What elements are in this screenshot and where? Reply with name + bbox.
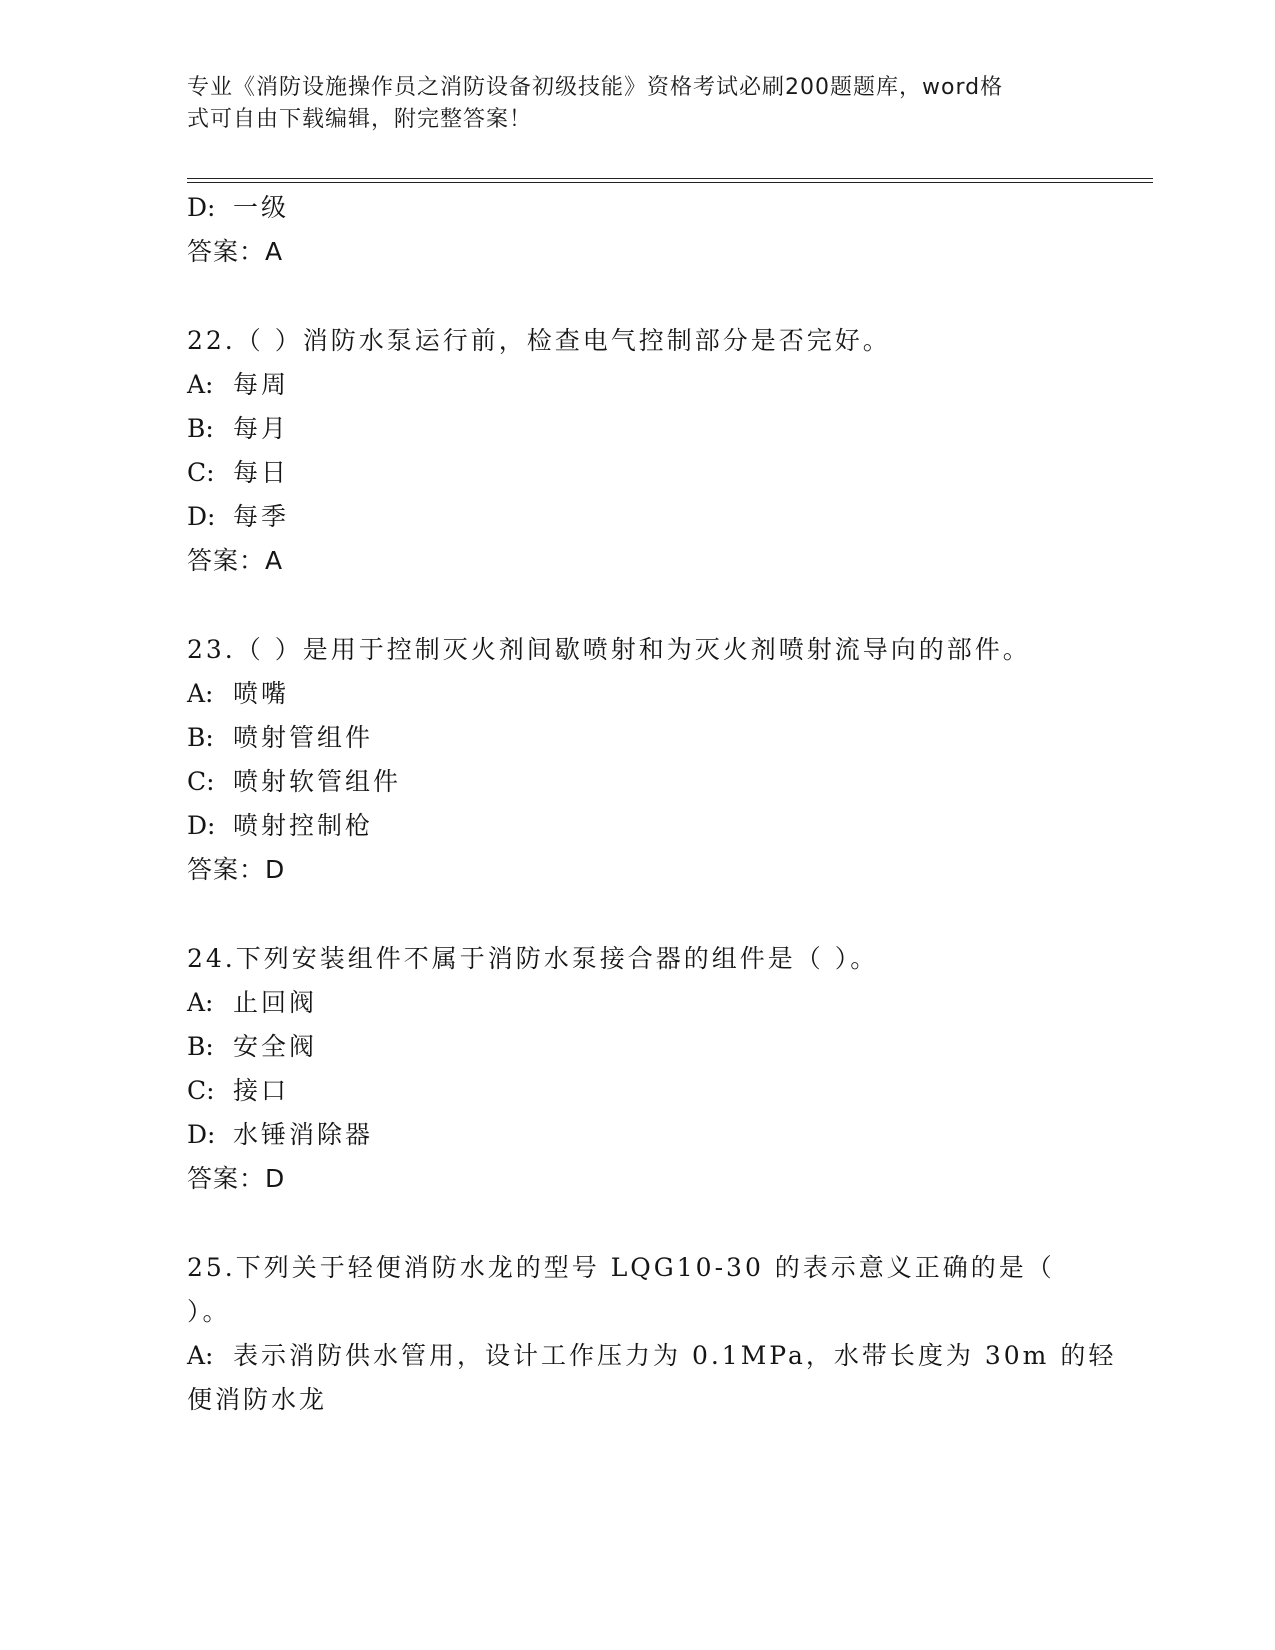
header-line-1: 专业《消防设施操作员之消防设备初级技能》资格考试必刷200题题库，word格 [187, 75, 1004, 100]
option-text: 喷射控制枪 [233, 811, 374, 840]
q24-stem: 24.下列安装组件不属于消防水泵接合器的组件是（ ）。 [187, 944, 879, 973]
q23-stem: 23.（ ）是用于控制灭火剂间歇喷射和为灭火剂喷射流导向的部件。 [187, 635, 1031, 664]
option-letter: C: [187, 1076, 215, 1105]
q22-stem: 22.（ ）消防水泵运行前，检查电气控制部分是否完好。 [187, 326, 891, 355]
prev-option-d [187, 191, 289, 225]
document-header [187, 72, 1067, 136]
header-line-2: 式可自由下载编辑，附完整答案！ [187, 107, 533, 132]
q22-option-a [187, 368, 289, 402]
option-letter: B: [187, 723, 214, 752]
option-text: 止回阀 [233, 988, 318, 1017]
option-text: 每周 [233, 370, 290, 399]
option-text: 水锤消除器 [233, 1120, 374, 1149]
header-divider-top [187, 178, 1153, 179]
prev-answer: 答案：A [187, 237, 284, 266]
q24-option-a [187, 986, 317, 1020]
option-letter: A: [187, 988, 214, 1017]
q25-option-a-continued: 便消防水龙 [187, 1385, 328, 1414]
q25-stem-line-1: 25.下列关于轻便消防水龙的型号 LQG10-30 的表示意义正确的是（ [187, 1253, 1055, 1282]
option-letter: C: [187, 767, 215, 796]
option-text: 每日 [233, 458, 290, 487]
option-letter: B: [187, 414, 214, 443]
q24-option-c [187, 1074, 289, 1108]
option-letter: A: [187, 679, 214, 708]
option-text: 接口 [233, 1076, 290, 1105]
option-text: 安全阀 [233, 1032, 318, 1061]
q24-answer: 答案：D [187, 1164, 286, 1193]
q25-stem-line-2: ）。 [187, 1297, 231, 1326]
option-text: 表示消防供水管用，设计工作压力为 0.1MPa，水带长度为 30m 的轻 [233, 1341, 1117, 1370]
q22-option-d [187, 500, 289, 534]
q22-option-b [187, 412, 289, 446]
q24-option-b [187, 1030, 317, 1064]
option-text: 喷射管组件 [233, 723, 374, 752]
q23-option-c [187, 765, 401, 799]
q23-option-d [187, 809, 373, 843]
q24-option-d [187, 1118, 373, 1152]
q25-option-a [187, 1339, 1116, 1373]
q22-answer: 答案：A [187, 546, 284, 575]
q23-option-a [187, 677, 289, 711]
option-letter: D: [187, 1120, 216, 1149]
header-divider-bottom [187, 182, 1153, 183]
option-text: 喷嘴 [233, 679, 290, 708]
option-letter: D: [187, 502, 216, 531]
option-letter: D: [187, 193, 216, 222]
option-letter: A: [187, 1341, 214, 1370]
q23-option-b [187, 721, 373, 755]
option-letter: B: [187, 1032, 214, 1061]
option-text: 每月 [233, 414, 290, 443]
option-text: 每季 [233, 502, 290, 531]
option-letter: D: [187, 811, 216, 840]
option-text: 喷射软管组件 [233, 767, 402, 796]
option-letter: A: [187, 370, 214, 399]
q23-answer: 答案：D [187, 855, 286, 884]
option-text: 一级 [233, 193, 290, 222]
q22-option-c [187, 456, 289, 490]
option-letter: C: [187, 458, 215, 487]
